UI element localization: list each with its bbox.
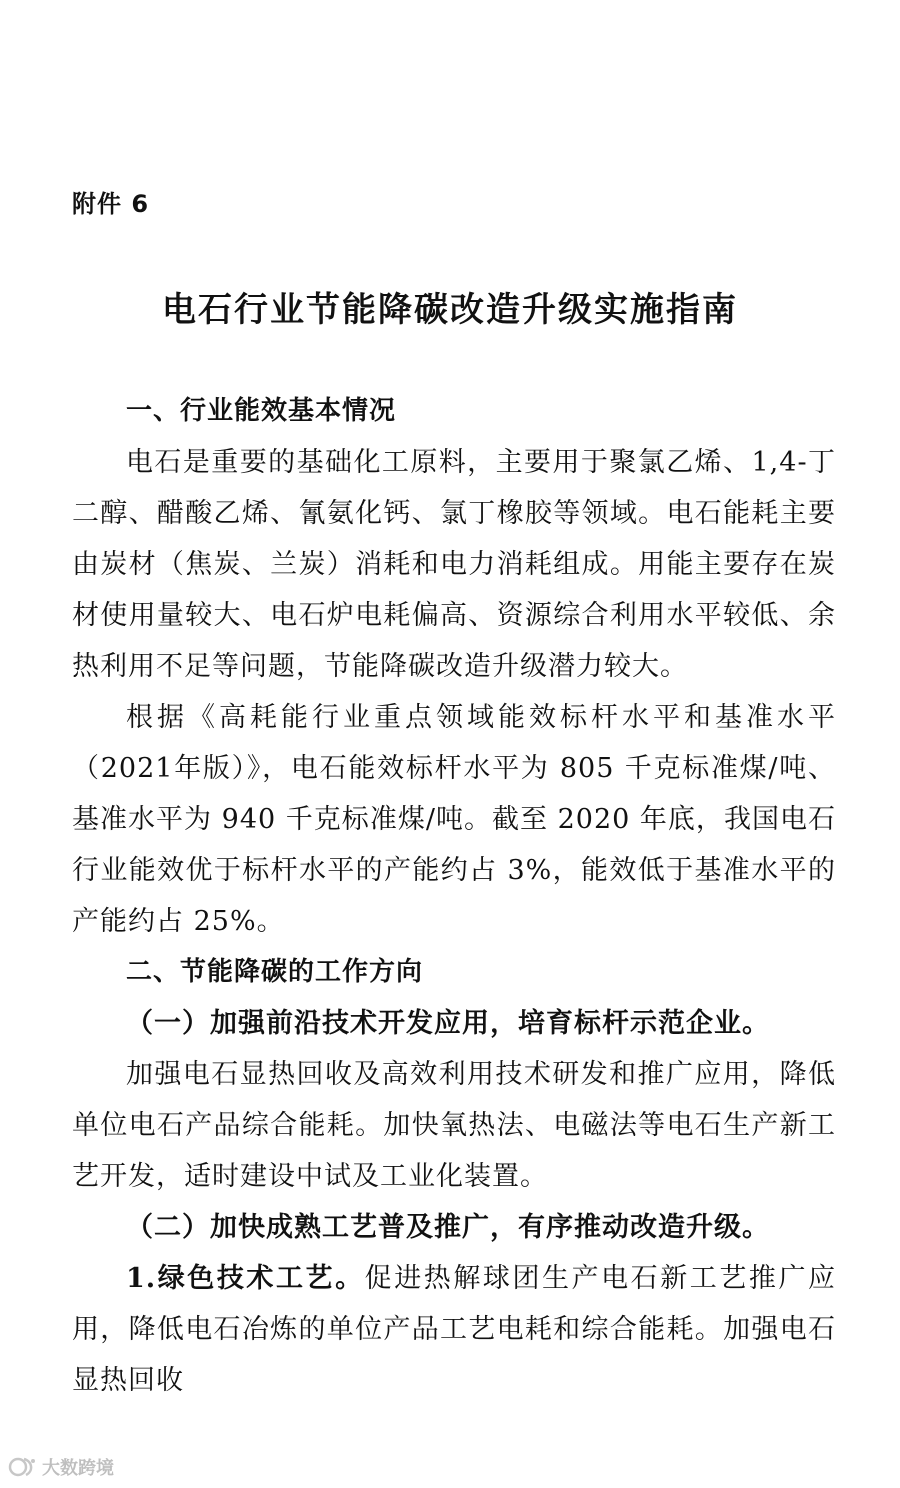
- paragraph-4: [72, 1253, 836, 1406]
- watermark-text: 大数跨境: [42, 1458, 114, 1479]
- subheading-1: （一）加强前沿技术开发应用，培育标杆示范企业。: [126, 1008, 770, 1039]
- paragraph-1: 电石是重要的基础化工原料，主要用于聚氯乙烯、1,4-丁二醇、醋酸乙烯、氰氨化钙、氯丁橡胶等领域。电石能耗主要由炭材（焦炭、兰炭）消耗和电力消耗组成。用能主要存在炭材使用量较大、电石炉电耗偏高、资源综合利用水平较低、余热利用不足等问题，节能降碳改造升级潜力较大。: [72, 447, 836, 682]
- paragraph-3: 加强电石显热回收及高效利用技术研发和推广应用，降低单位电石产品综合能耗。加快氧热法、电磁法等电石生产新工艺开发，适时建设中试及工业化装置。: [72, 1059, 836, 1192]
- document-body: [72, 386, 836, 1406]
- paragraph-4-label: 1.绿色技术工艺。: [126, 1263, 365, 1294]
- attachment-label: 附件 6: [72, 190, 150, 218]
- paragraph-4-text: 促进热解球团生产电石新工艺推广应用，降低电石冶炼的单位产品工艺电耗和综合能耗。加强电石显热回收: [72, 1263, 837, 1396]
- paragraph-2: 根据《高耗能行业重点领域能效标杆水平和基准水平（2021年版）》，电石能效标杆水平为 805 千克标准煤/吨、基准水平为 940 千克标准煤/吨。截至 2020 年底，我国电石行业能效优于标杆水平的产能约占 3%，能效低于基准水平的产能约占 25%。: [72, 702, 836, 937]
- document-title: 电石行业节能降碳改造升级实施指南: [162, 290, 738, 330]
- watermark: [8, 1454, 114, 1480]
- watermark-logo-icon: [8, 1455, 38, 1479]
- section-heading-1: 一、行业能效基本情况: [126, 396, 397, 426]
- section-heading-2: 二、节能降碳的工作方向: [126, 957, 424, 987]
- subheading-2: （二）加快成熟工艺普及推广，有序推动改造升级。: [126, 1212, 770, 1243]
